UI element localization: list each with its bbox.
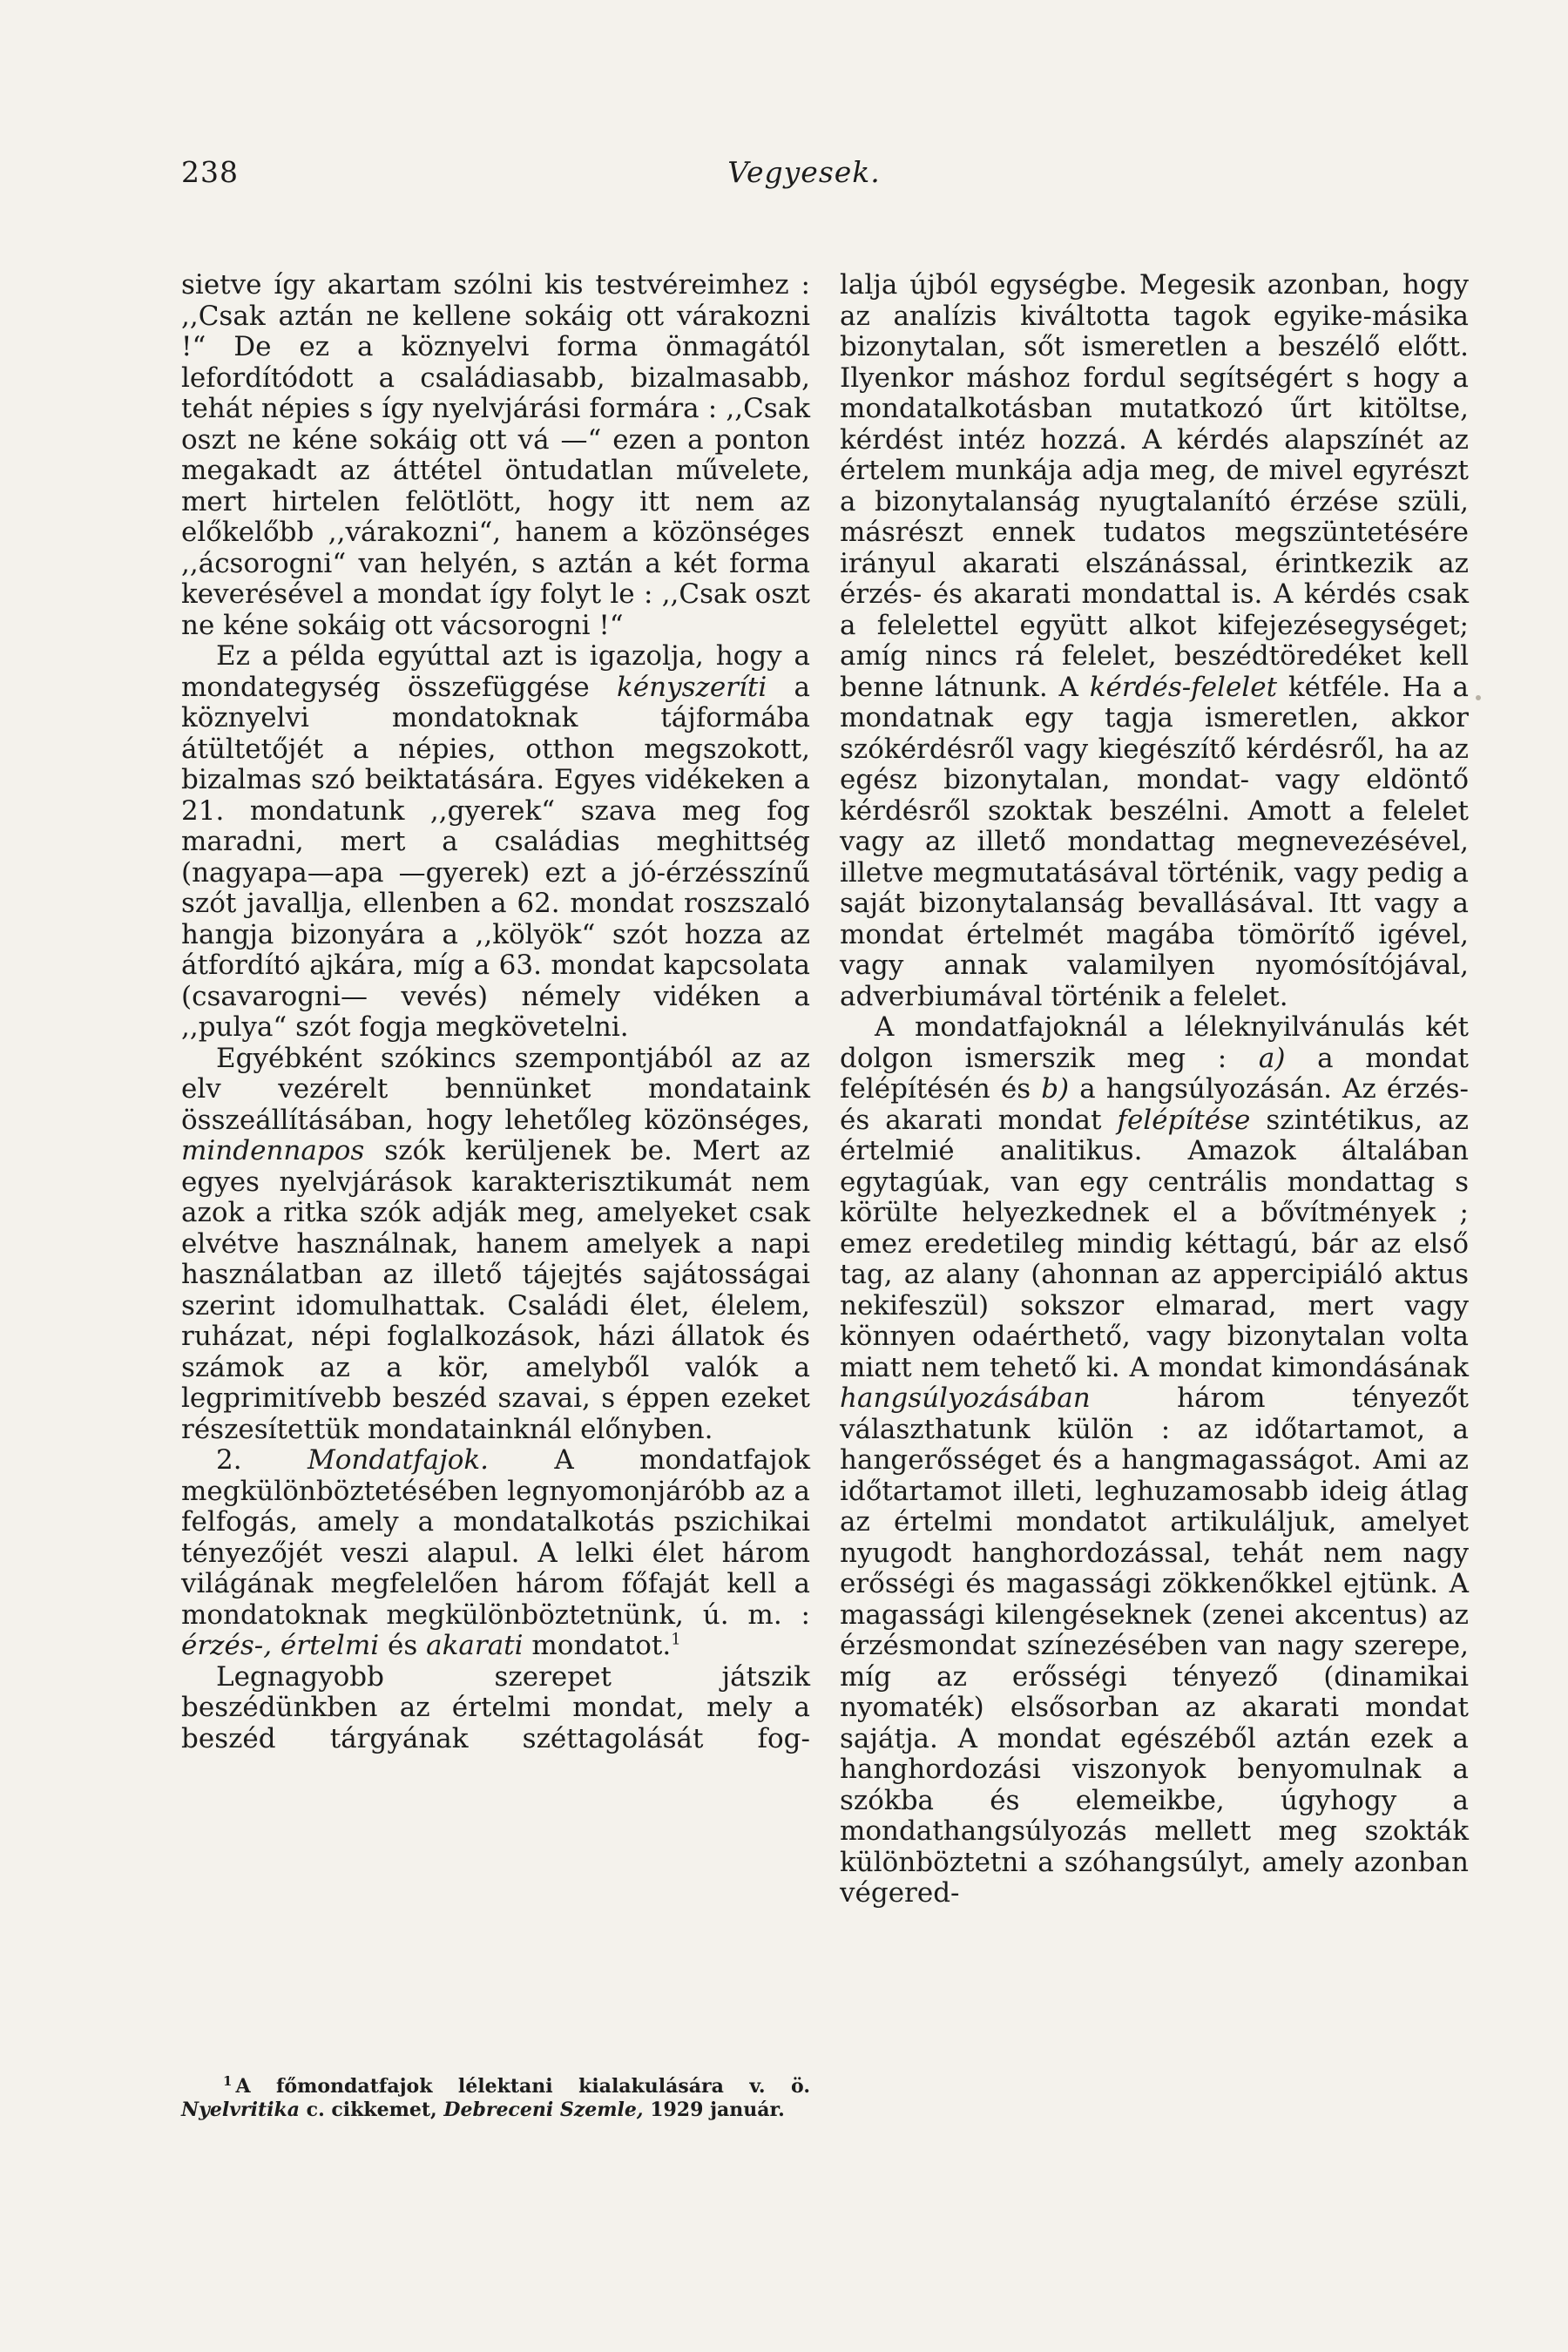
footnote-part: Debreceni Szemle, [443, 2099, 644, 2121]
paragraph-text: lalja újból egységbe. Megesik azonban, hogy az analízis kiváltotta tagok egyike-másika bizonytalan, sőt ismeretlen a beszélő előtt. Ilyenkor máshoz fordul segítségért s hogy a mondatalkotásban mutatkozó űrt kitöltse, kérdést intéz hozzá. A kérdés alapszínét az értelem munkája adja meg, de mivel egyrészt a bizonytalanság nyugtalanító érzése szüli, másrészt ennek tudatos megszüntetésére irányul akarati elszánással, érintkezik az érzés- és akarati mondattal is. A kérdés csak a felelettel együtt alkot kifejezésegységet; amíg nincs rá felelet, beszédtöredéket kell benne látnunk. A [840, 269, 1469, 703]
section-number: 2. [216, 1444, 242, 1476]
section-heading: Mondatfajok. [307, 1444, 489, 1476]
paragraph [181, 641, 810, 1044]
footnote-text [181, 2072, 810, 2122]
footnote-part: Nyelvritika [181, 2099, 300, 2121]
paragraph-text: Egyébként szókincs szempontjából az az elv vezérelt bennünket mondataink összeállításában, hogy lehetőleg közönséges, [181, 1042, 810, 1136]
emphasis-text: akarati [426, 1630, 524, 1661]
page-header [181, 155, 1427, 199]
paragraph-text: a mondat felépítésén és [840, 1042, 1470, 1105]
paragraph-text: sietve így akartam szólni kis testvéreimhez : ,,Csak aztán ne kellene sokáig ott várakozni !“ De ez a köznyelvi forma önmagától lefordítódott a családiasabb, bizalmasabb, tehát népies s így nyelvjárási formára : ,,Csak oszt ne kéne sokáig ott vá —“ ezen a ponton megakadt az áttétel öntudatlan művelete, mert hirtelen felötlött, hogy itt nem az előkelőbb ,,várakozni“, hanem a közönséges ,,ácsorogni“ van helyén, s aztán a két forma keverésével a mondat így folyt le : ,,Csak oszt ne kéne sokáig ott vácsorogni !“ [181, 269, 810, 641]
running-title: Vegyesek. [727, 155, 881, 189]
footnote-part: c. cikkemet, [306, 2099, 437, 2121]
paragraph [840, 1012, 1469, 1909]
paragraph-text: három tényezőt választhatunk külön : az időtartamot, a hangerősséget és a hangmagasságot. Ami az időtartamot illeti, leghuzamosabb ideig átlag az értelmi mondatot artikuláljuk, amelyet nyugodt hanghordozással, tehát nem nagy erősségi és magassági zökkenőkkel ejtünk. A magassági kilengéseknek (zenei akcentus) az érzésmondat színezésében van nagy szerepe, míg az erősségi tényező (dinamikai nyomaték) elsősorban az akarati mondat sajátja. A mondat egészéből aztán ezek a hanghordozási viszonyok benyomulnak a szókba és elemeikbe, úgyhogy a mondathangsúlyozás mellett meg szokták különböztetni a szóhangsúlyt, amely azonban végered- [840, 1382, 1469, 1909]
footnote-reference[interactable]: 1 [671, 1630, 681, 1649]
section-paragraph [181, 1445, 810, 1662]
paragraph [181, 1662, 810, 1755]
page-number: 238 [181, 155, 239, 189]
emphasis-text: érzés-, értelmi [181, 1630, 380, 1661]
paragraph-text: Legnagyobb szerepet játszik beszédünkben az értelmi mondat, mely a beszéd tárgyának széttagolását fog- [181, 1660, 810, 1754]
emphasis-text: a) [1258, 1042, 1286, 1074]
paragraph-text: mondatot. [531, 1630, 672, 1661]
left-column [181, 270, 810, 1754]
paragraph [181, 1044, 810, 1446]
paragraph-text: A mondatfajok megkülönböztetésében legnyomonjáróbb az a felfogás, amely a mondatalkotás pszichikai tényezőjét veszi alapul. A lelki élet három világának megfelelően három főfaját kell a mondatoknak megkülönböztetnünk, ú. m. : [181, 1444, 810, 1631]
emphasis-text: hangsúlyozásában [840, 1382, 1091, 1414]
emphasis-text: felépítése [1117, 1104, 1251, 1136]
paragraph [840, 270, 1469, 1012]
emphasis-text: kérdés-felelet [1089, 671, 1278, 703]
paragraph-text: szók kerüljenek be. Mert az egyes nyelvjárások karakterisztikumát nem azok a ritka szók adják meg, amelyeket csak elvétve használnak, hanem amelyek a napi használatban az illető tájejtés sajátosságai szerint idomulhattak. Családi élet, élelem, ruházat, népi foglalkozások, házi állatok és számok az a kör, amelyből valók a legprimitívebb beszéd szavai, s éppen ezeket részesítettük mondatainknál előnyben. [181, 1135, 810, 1445]
emphasis-text: b) [1041, 1073, 1070, 1105]
paragraph-text: a köznyelvi mondatoknak tájformába átültetőjét a népies, otthon megszokott, bizalmas szó beiktatására. Egyes vidékeken a 21. mondatunk ,,gyerek“ szava meg fog maradni, mert a családias meghittség (nagyapa—apa —gyerek) ezt a jó-érzésszínű szót javallja, ellenben a 62. mondat roszszaló hangja bizonyára a ,,kölyök“ szót hozza az átfordító ajkára, míg a 63. mondat kapcsolata (csavarogni— vevés) némely vidéken a ,,pulya“ szót fogja megkövetelni. [181, 671, 810, 1043]
paragraph-text: kétféle. Ha a mondatnak egy tagja ismeretlen, akkor szókérdésről vagy kiegészítő kérdésről, ha az egész bizonytalan, mondat- vagy eldöntő kérdésről szoktak beszélni. Amott a felelet vagy az illető mondattag megnevezésével, illetve megmutatásával történik, vagy pedig a saját bizonytalanság bevallásával. Itt vagy a mondat értelmét magába tömörítő igével, vagy annak valamilyen nyomósítójával, adverbiumával történik a felelet. [840, 671, 1470, 1012]
paragraph [181, 270, 810, 641]
right-column [840, 270, 1469, 1909]
paragraph-text: Ez a példa egyúttal azt is igazolja, hogy a mondategység összefüggése [181, 640, 810, 703]
paragraph-text: szintétikus, az értelmié analitikus. Amazok általában egytagúak, van egy centrális mondattag s körülte helyezkednek el a bővítmények ; emez eredetileg mindig kéttagú, bár az első tag, az alany (ahonnan az appercipiáló aktus nekifeszül) sokszor elmarad, mert vagy könnyen odaérthető, vagy bizonytalan volta miatt nem tehető ki. A mondat kimondásának [840, 1104, 1469, 1383]
paragraph-text: és [388, 1630, 418, 1661]
paragraph-text: a hangsúlyozásán. Az érzés- és akarati mondat [840, 1073, 1469, 1136]
emphasis-text: kényszeríti [616, 671, 767, 703]
footnote-part: 1929 január. [650, 2099, 785, 2121]
footnote-mark: 1 [223, 2072, 233, 2089]
paragraph-text: A mondatfajoknál a léleknyilvánulás két dolgon ismerszik meg : [840, 1011, 1469, 1074]
emphasis-text: mindennapos [181, 1135, 365, 1166]
footnote-part: A főmondatfajok lélektani kialakulására v. ö. [235, 2075, 810, 2098]
footnote [181, 2072, 810, 2122]
margin-mark [1476, 695, 1481, 700]
